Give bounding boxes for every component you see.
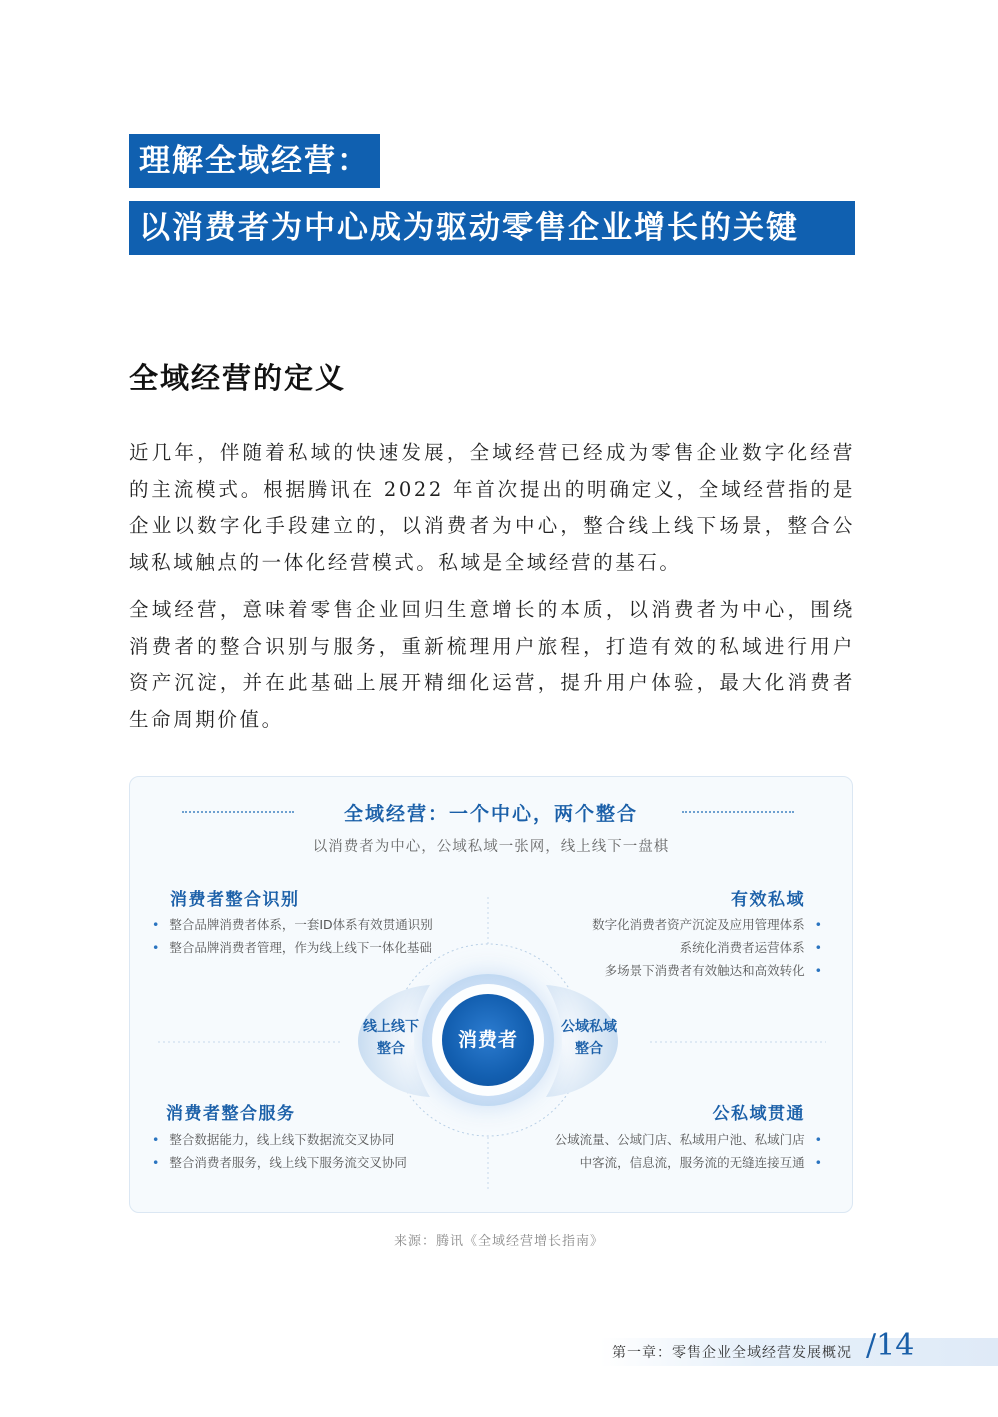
- list-item: 系统化消费者运营体系 •: [592, 936, 822, 959]
- footer-chapter: 第一章：零售企业全域经营发展概况: [612, 1345, 852, 1361]
- list-item: • 整合品牌消费者体系，一套ID体系有效贯通识别: [152, 913, 433, 936]
- list-item: • 整合品牌消费者管理，作为线上线下一体化基础: [152, 936, 433, 959]
- diagram-title: 全域经营：一个中心，两个整合: [343, 803, 638, 825]
- label-public-private: 公域私域 整合: [561, 1019, 617, 1057]
- paragraph-definition: 近几年，伴随着私域的快速发展，全域经营已经成为零售企业数字化经营的主流模式。根据腾讯在 2022 年首次提出的明确定义，全域经营指的是企业以数字化手段建立的，以消费者为中心，整合线上线下场景，整合公域私域触点的一体化经营模式。私域是全域经营的基石。: [129, 441, 855, 574]
- paragraph-meaning: 全域经营，意味着零售企业回归生意增长的本质，以消费者为中心，围绕消费者的整合识别与服务，重新梳理用户旅程，打造有效的私域进行用户资产沉淀，并在此基础上展开精细化运营，提升用户体验，最大化消费者生命周期价值。: [129, 598, 855, 731]
- section-heading: 全域经营的定义: [129, 361, 347, 395]
- page-title-line-2: 以消费者为中心成为驱动零售企业增长的关键: [129, 201, 855, 255]
- diagram-card: [129, 776, 853, 1213]
- quadrant-list-bottom-left: [152, 1128, 407, 1174]
- page-number: /14: [866, 1328, 915, 1363]
- quadrant-heading-bottom-right: 公私域贯通: [712, 1104, 805, 1124]
- center-consumer-disc: 消费者: [442, 994, 534, 1086]
- quadrant-heading-top-left: 消费者整合识别: [170, 890, 300, 910]
- list-item: • 整合数据能力，线上线下数据流交叉协同: [152, 1128, 407, 1151]
- list-item: 中客流，信息流，服务流的无缝连接互通 •: [555, 1151, 822, 1174]
- quadrant-list-top-right: [592, 913, 822, 982]
- quadrant-list-bottom-right: [555, 1128, 822, 1174]
- list-item: 公域流量、公域门店、私域用户池、私域门店 •: [555, 1128, 822, 1151]
- list-item: • 整合消费者服务，线上线下服务流交叉协同: [152, 1151, 407, 1174]
- list-item: 数字化消费者资产沉淀及应用管理体系 •: [592, 913, 822, 936]
- figure-source: 来源：腾讯《全域经营增长指南》: [393, 1234, 604, 1249]
- quadrant-list-top-left: [152, 913, 433, 959]
- list-item: 多场景下消费者有效触达和高效转化 •: [592, 959, 822, 982]
- quadrant-heading-bottom-left: 消费者整合服务: [166, 1104, 296, 1124]
- page-title-line-1: 理解全域经营：: [129, 134, 380, 188]
- diagram-subtitle: 以消费者为中心，公域私域一张网，线上线下一盘棋: [312, 839, 670, 855]
- quadrant-heading-top-right: 有效私域: [731, 890, 805, 910]
- label-online-offline: 线上线下 整合: [363, 1019, 419, 1057]
